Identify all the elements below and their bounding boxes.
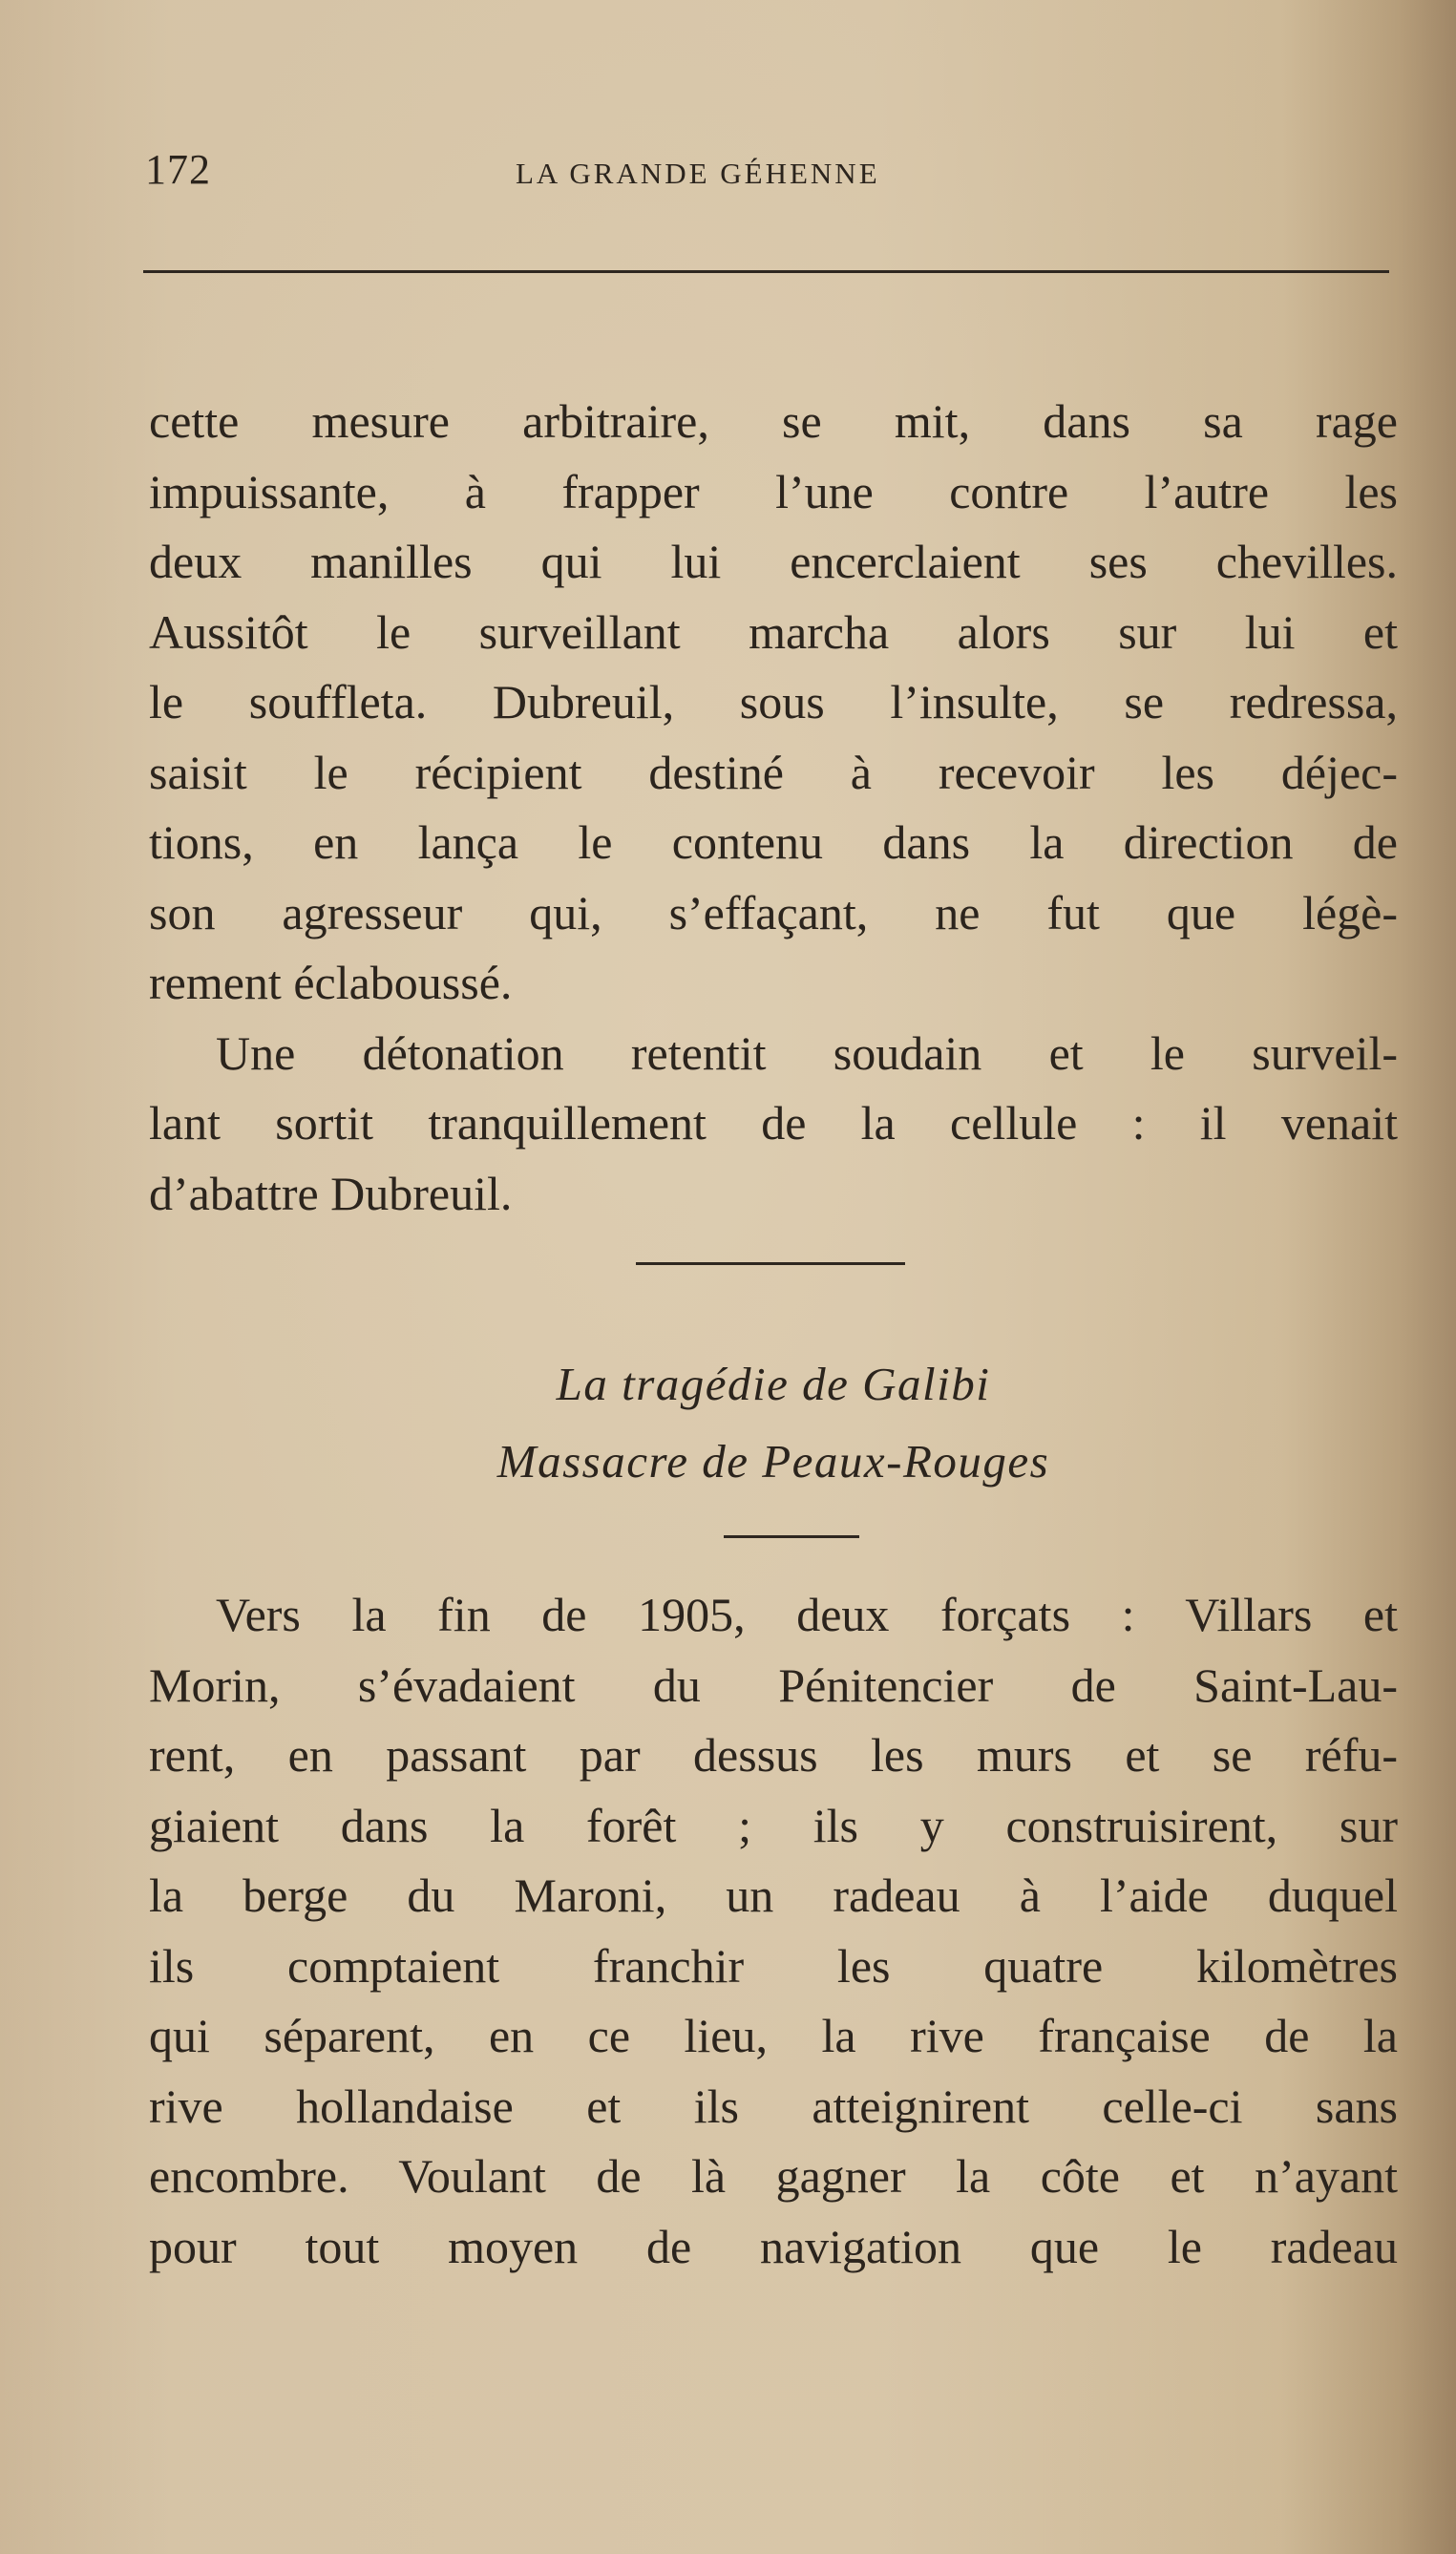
text-line: la berge du Maroni, un radeau à l’aide duquel bbox=[149, 1868, 1398, 1922]
text-line: Vers la fin de 1905, deux forçats : Villars et bbox=[216, 1588, 1398, 1641]
section-divider bbox=[636, 1262, 905, 1265]
section-subtitle: Massacre de Peaux-Rouges bbox=[496, 1435, 1050, 1488]
text-line: qui séparent, en ce lieu, la rive française de la bbox=[149, 2009, 1398, 2062]
page-number: 172 bbox=[145, 146, 211, 193]
text-line: Une détonation retentit soudain et le surveil- bbox=[216, 1025, 1398, 1080]
text-line: son agresseur qui, s’effaçant, ne fut que légè- bbox=[149, 885, 1398, 939]
title-underline bbox=[724, 1535, 859, 1538]
text-line: rent, en passant par dessus les murs et se réfu- bbox=[149, 1728, 1398, 1782]
text-line: deux manilles qui lui encerclaient ses chevilles. bbox=[149, 535, 1398, 588]
text-line: le souffleta. Dubreuil, sous l’insulte, se redressa, bbox=[149, 675, 1398, 728]
text-line: rement éclaboussé. bbox=[149, 956, 513, 1009]
text-line: saisit le récipient destiné à recevoir les déjec- bbox=[149, 745, 1398, 799]
page-header bbox=[145, 141, 1386, 199]
text-line: pour tout moyen de navigation que le radeau bbox=[149, 2219, 1398, 2273]
text-line: ils comptaient franchir les quatre kilomètres bbox=[149, 1938, 1398, 1993]
body-text-bottom bbox=[149, 1580, 1398, 2282]
section-title: La tragédie de Galibi bbox=[556, 1358, 991, 1410]
text-line: impuissante, à frapper l’une contre l’autre les bbox=[149, 464, 1398, 518]
text-line: d’abattre Dubreuil. bbox=[149, 1166, 513, 1220]
text-line: tions, en lança le contenu dans la direction de bbox=[149, 815, 1398, 869]
text-line: rive hollandaise et ils atteignirent celle-ci sans bbox=[149, 2079, 1398, 2133]
body-text-top bbox=[149, 387, 1398, 1229]
text-line: Aussitôt le surveillant marcha alors sur lui et bbox=[149, 604, 1398, 659]
text-line: giaient dans la forêt ; ils y construisirent, sur bbox=[149, 1798, 1398, 1852]
text-line: encombre. Voulant de là gagner la côte et n’ayant bbox=[149, 2149, 1398, 2203]
running-title: LA GRANDE GÉHENNE bbox=[516, 157, 880, 190]
header-rule bbox=[143, 270, 1389, 273]
text-line: Morin, s’évadaient du Pénitencier de Saint-Lau- bbox=[149, 1657, 1398, 1712]
text-line: lant sortit tranquillement de la cellule : il venait bbox=[149, 1096, 1398, 1150]
text-line: cette mesure arbitraire, se mit, dans sa rage bbox=[149, 394, 1398, 448]
